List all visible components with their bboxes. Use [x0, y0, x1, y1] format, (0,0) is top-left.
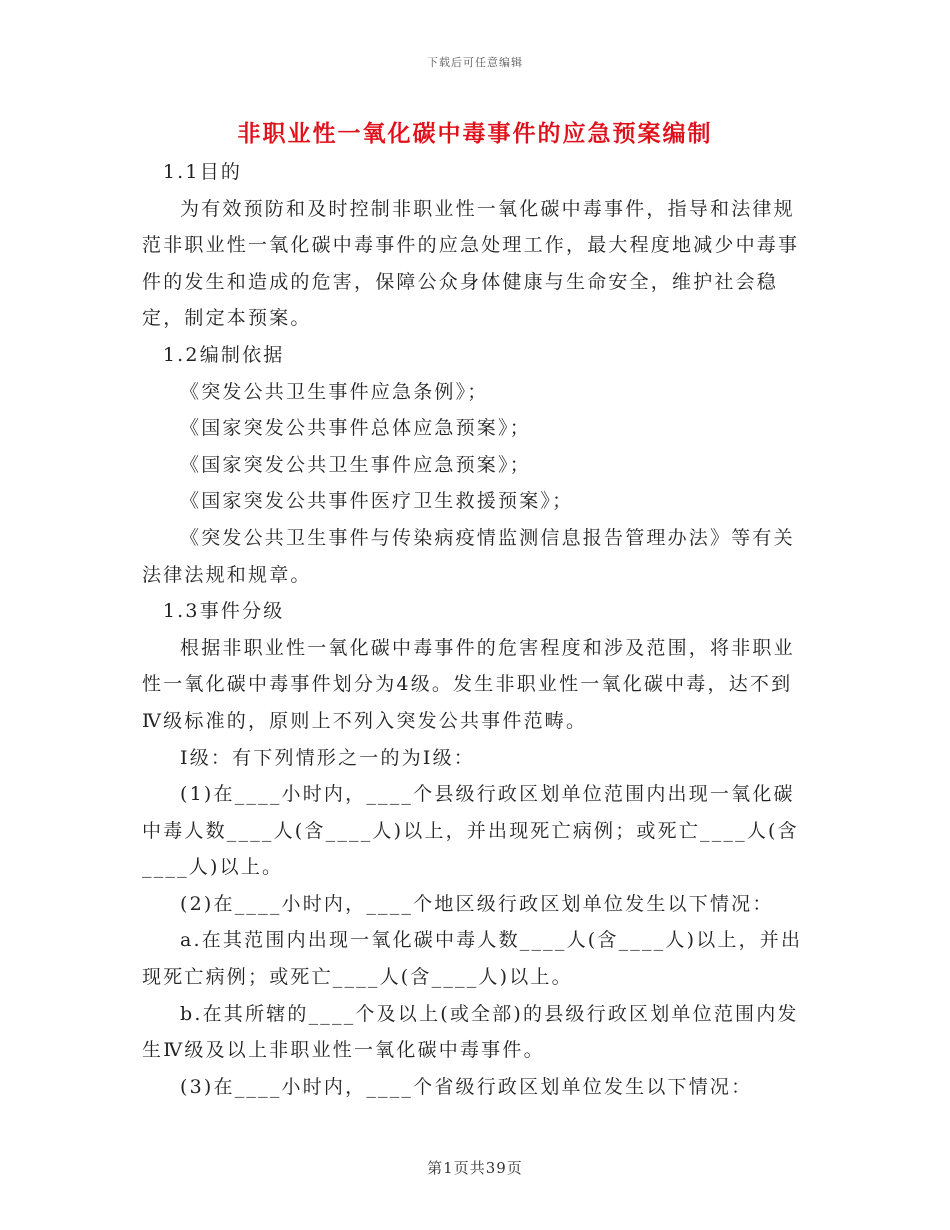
paragraph: 《国家突发公共事件医疗卫生救援预案》； [180, 490, 574, 513]
paragraph: b.在其所辖的____个及以上(或全部)的县级行政区划单位范围内发生Ⅳ级及以上非职业性一氧化碳中毒事件。 [142, 1002, 799, 1062]
document-body [142, 154, 807, 1105]
paragraph: Ⅰ级：有下列情形之一的为Ⅰ级： [180, 746, 476, 769]
paragraph: (1)在____小时内，____个县级行政区划单位范围内出现一氧化碳中毒人数____人(含____人)以上，并出现死亡病例；或死亡____人(含____人)以上。 [142, 783, 799, 879]
paragraph: 根据非职业性一氧化碳中毒事件的危害程度和涉及范围，将非职业性一氧化碳中毒事件划分为4级。发生非职业性一氧化碳中毒，达不到Ⅳ级标准的，原则上不列入突发公共事件范畴。 [142, 636, 795, 732]
paragraph: a.在其范围内出现一氧化碳中毒人数____人(含____人)以上，并出现死亡病例；或死亡____人(含____人)以上。 [142, 929, 803, 989]
paragraph: 为有效预防和及时控制非职业性一氧化碳中毒事件，指导和法律规范非职业性一氧化碳中毒事件的应急处理工作，最大程度地减少中毒事件的发生和造成的危害，保障公众身体健康与生命安全，维护社会稳定，制定本预案。 [142, 197, 800, 330]
paragraph: (2)在____小时内，____个地区级行政区划单位发生以下情况： [180, 892, 774, 915]
paragraph: 《突发公共卫生事件应急条例》； [180, 380, 489, 403]
section-heading: 1.1目的 [162, 161, 243, 183]
section-heading: 1.2编制依据 [162, 343, 285, 366]
paragraph: (3)在____小时内，____个省级行政区划单位发生以下情况： [180, 1075, 753, 1098]
paragraph: 《突发公共卫生事件与传染病疫情监测信息报告管理办法》等有关法律法规和规章。 [142, 526, 795, 586]
section-heading: 1.3事件分级 [162, 600, 285, 623]
paragraph: 《国家突发公共卫生事件应急预案》； [180, 453, 531, 476]
page-footer: 第1页共39页 [427, 1159, 523, 1177]
paragraph: 《国家突发公共事件总体应急预案》； [180, 417, 531, 440]
document-title: 非职业性一氧化碳中毒事件的应急预案编制 [237, 120, 713, 147]
page-header: 下载后可任意编辑 [427, 56, 523, 69]
